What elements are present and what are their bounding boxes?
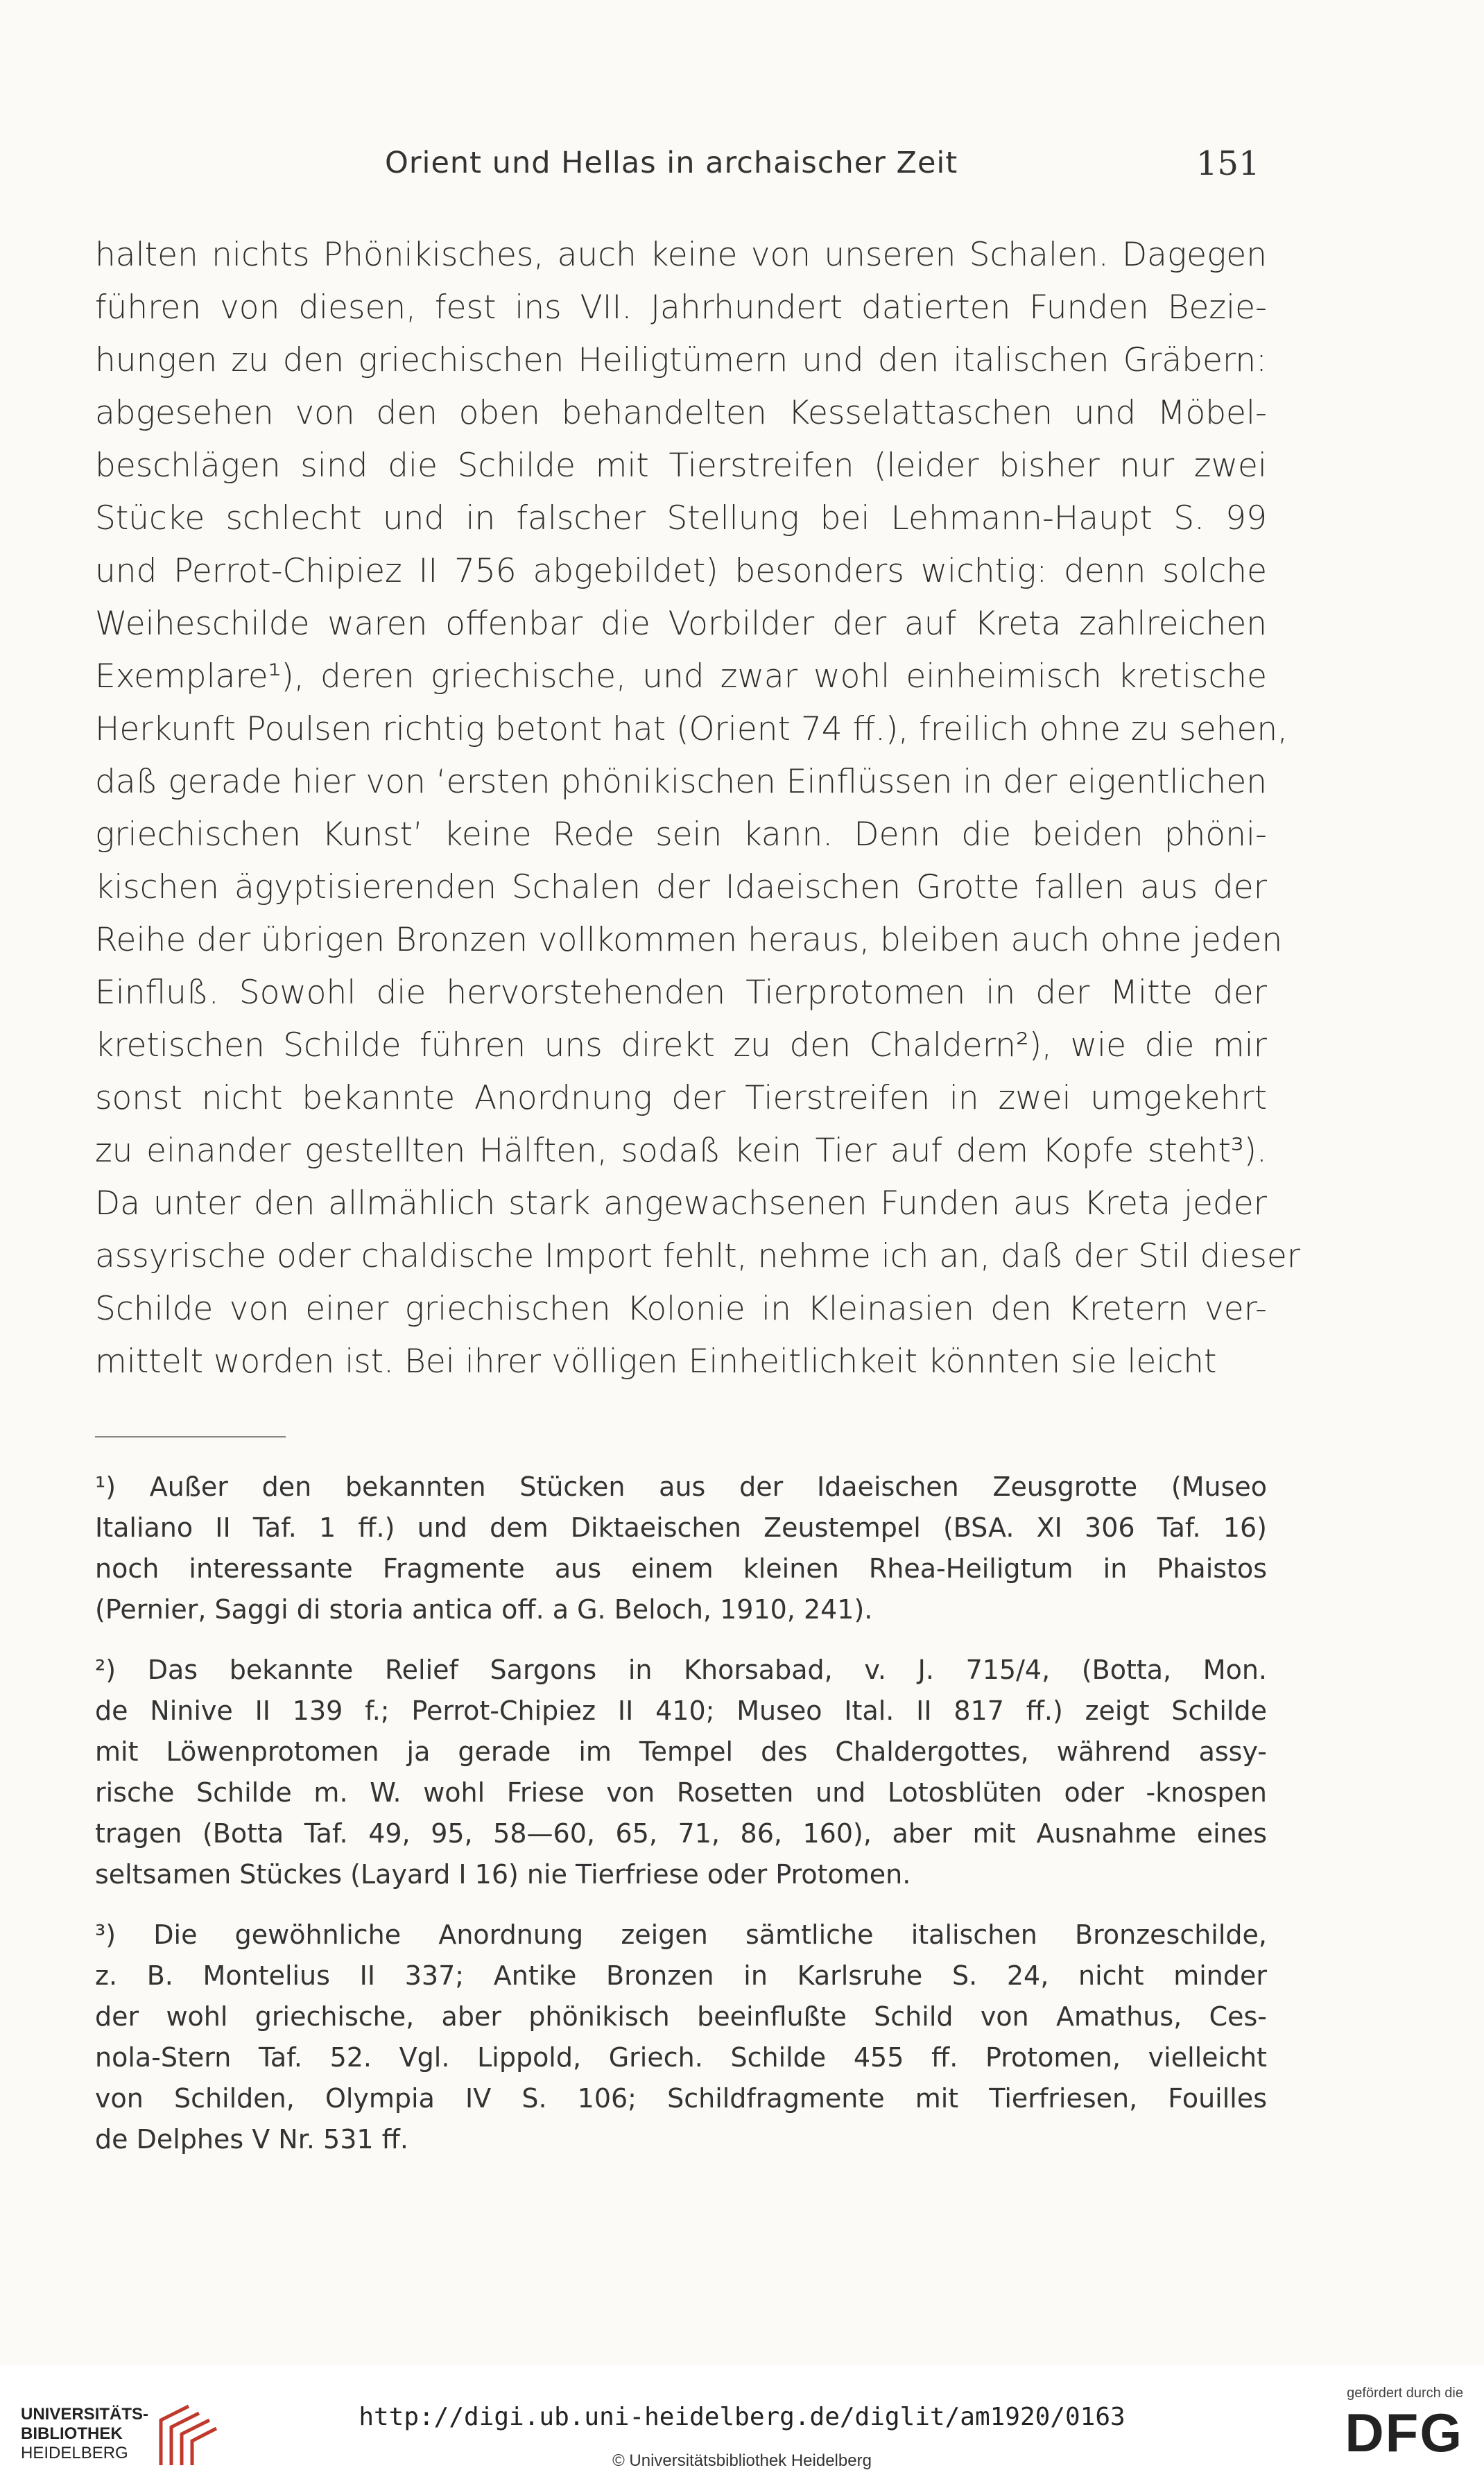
body-line: abgesehen von den oben behandelten Kesselattaschen und Möbel- <box>95 394 1267 432</box>
page-number: 151 <box>1196 144 1260 183</box>
body-line: kretischen Schilde führen uns direkt zu den Chaldern²), wie die mir <box>95 1026 1267 1064</box>
body-line: Schilde von einer griechischen Kolonie in Kleinasien den Kretern ver- <box>95 1290 1267 1328</box>
permalink-url[interactable]: http://digi.ub.uni-heidelberg.de/diglit/am1920/0163 <box>359 2403 1125 2431</box>
funding-caption: gefördert durch die <box>1347 2385 1463 2401</box>
body-line: Da unter den allmählich stark angewachsenen Funden aus Kreta jeder <box>95 1184 1267 1223</box>
body-line: Weiheschilde waren offenbar die Vorbilder der auf Kreta zahlreichen <box>95 605 1267 643</box>
running-head <box>0 146 1484 194</box>
footnote-line: ³) Die gewöhnliche Anordnung zeigen sämtliche italischen Bronzeschilde, <box>95 1919 1267 1950</box>
footnote-1 <box>95 1467 1267 1630</box>
body-line: kischen ägyptisierenden Schalen der Idaeischen Grotte fallen aus der <box>95 868 1267 906</box>
footnote-line: ¹) Außer den bekannten Stücken aus der Idaeischen Zeusgrotte (Museo <box>95 1471 1267 1502</box>
body-line: griechischen Kunst’ keine Rede sein kann. Denn die beiden phöni- <box>95 815 1267 854</box>
library-name-line: HEIDELBERG <box>21 2444 128 2462</box>
body-line: Stücke schlecht und in falscher Stellung bei Lehmann-Haupt S. 99 <box>95 499 1267 537</box>
body-text <box>95 229 1301 1388</box>
footnote-line: der wohl griechische, aber phönikisch beeinflußte Schild von Amathus, Ces- <box>95 2001 1267 2032</box>
footnote-line: rische Schilde m. W. wohl Friese von Rosetten und Lotosblüten oder -knospen <box>95 1777 1267 1808</box>
footnote-line: nola-Stern Taf. 52. Vgl. Lippold, Griech. Schilde 455 ff. Protomen, vielleicht <box>95 2042 1267 2073</box>
body-line: mittelt worden ist. Bei ihrer völligen Einheitlichkeit könnten sie leicht <box>95 1343 1217 1381</box>
footnotes <box>95 1467 1267 2160</box>
body-line: führen von diesen, fest ins VII. Jahrhundert datierten Funden Bezie- <box>95 288 1267 327</box>
copyright-notice: © Universitätsbibliothek Heidelberg <box>612 2451 872 2470</box>
body-line: daß gerade hier von ‘ersten phönikischen Einflüssen in der eigentlichen <box>95 763 1267 801</box>
footnote-line: de Delphes V Nr. 531 ff. <box>95 2124 408 2155</box>
footnote-line: ²) Das bekannte Relief Sargons in Khorsabad, v. J. 715/4, (Botta, Mon. <box>95 1655 1267 1685</box>
body-line: Exemplare¹), deren griechische, und zwar wohl einheimisch kretische <box>95 657 1267 696</box>
footnote-2 <box>95 1650 1267 1895</box>
dfg-logo-icon: DFG <box>1345 2402 1463 2463</box>
body-line: Reihe der übrigen Bronzen vollkommen heraus, bleiben auch ohne jeden <box>95 921 1283 959</box>
body-line: zu einander gestellten Hälften, sodaß kein Tier auf dem Kopfe steht³). <box>95 1132 1267 1170</box>
library-name-line: BIBLIOTHEK <box>21 2424 123 2443</box>
footnote-separator <box>95 1436 286 1438</box>
footnote-3 <box>95 1915 1267 2160</box>
body-line: und Perrot-Chipiez II 756 abgebildet) besonders wichtig: denn solche <box>95 552 1267 590</box>
footnote-line: z. B. Montelius II 337; Antike Bronzen in Karlsruhe S. 24, nicht minder <box>95 1960 1267 1991</box>
body-line: sonst nicht bekannte Anordnung der Tierstreifen in zwei umgekehrt <box>95 1079 1267 1117</box>
footnote-line: mit Löwenprotomen ja gerade im Tempel des Chaldergottes, während assy- <box>95 1736 1267 1767</box>
body-line: assyrische oder chaldische Import fehlt, nehme ich an, daß der Stil dieser <box>95 1237 1301 1275</box>
footnote-line: tragen (Botta Taf. 49, 95, 58—60, 65, 71, 86, 160), aber mit Ausnahme eines <box>95 1818 1267 1849</box>
body-line: Einfluß. Sowohl die hervorstehenden Tierprotomen in der Mitte der <box>95 974 1267 1012</box>
footnote-line: (Pernier, Saggi di storia antica off. a G. Beloch, 1910, 241). <box>95 1594 873 1625</box>
body-line: hungen zu den griechischen Heiligtümern und den italischen Gräbern: <box>95 341 1267 379</box>
footnote-line: noch interessante Fragmente aus einem kleinen Rhea-Heiligtum in Phaistos <box>95 1553 1267 1584</box>
body-line: Herkunft Poulsen richtig betont hat (Orient 74 ff.), freilich ohne zu sehen, <box>95 710 1288 748</box>
library-name-line: UNIVERSITÄTS- <box>21 2405 149 2424</box>
viewer-footer <box>0 2365 1484 2486</box>
footnote-line: de Ninive II 139 f.; Perrot-Chipiez II 410; Museo Ital. II 817 ff.) zeigt Schilde <box>95 1695 1267 1726</box>
running-title: Orient und Hellas in archaischer Zeit <box>385 146 958 180</box>
footnote-line: von Schilden, Olympia IV S. 106; Schildfragmente mit Tierfriesen, Fouilles <box>95 2083 1267 2114</box>
footnote-line: seltsamen Stückes (Layard I 16) nie Tierfriese oder Protomen. <box>95 1859 911 1890</box>
funding-logo[interactable] <box>1325 2385 1463 2476</box>
body-line: beschlägen sind die Schilde mit Tierstreifen (leider bisher nur zwei <box>95 447 1267 485</box>
body-line: halten nichts Phönikisches, auch keine von unseren Schalen. Dagegen <box>95 236 1267 274</box>
footnote-line: Italiano II Taf. 1 ff.) und dem Diktaeischen Zeustempel (BSA. XI 306 Taf. 16) <box>95 1512 1267 1543</box>
